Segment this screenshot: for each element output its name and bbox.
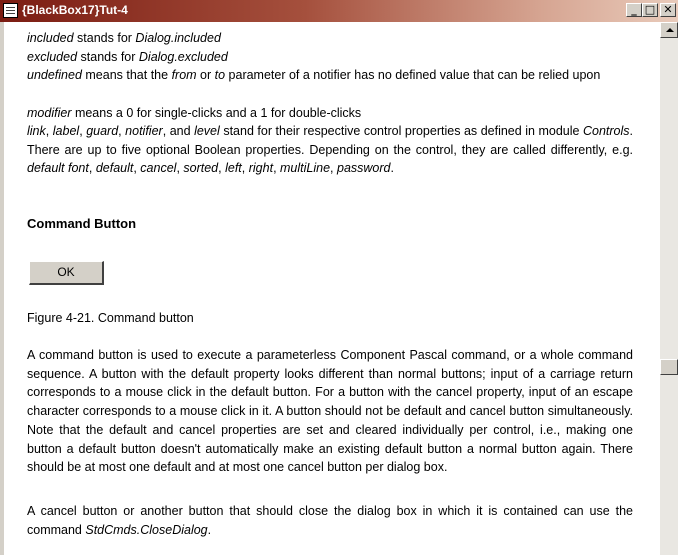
arrow-up-icon	[666, 28, 674, 32]
section-heading: Command Button	[27, 216, 137, 231]
maximize-button[interactable]: □	[642, 3, 658, 17]
body-paragraph: A command button is used to execute a parameterless Component Pascal command, or a whole command sequence. A button with the default property looks different than normal buttons; input of a carriage return corresponds to a mouse click in the default button. For a button with the cancel property, input of an escape character corresponds to a mouse click in it. A button should not be default and cancel button simultaneously. Note that the default and cancel properties are set and cleared individually per control, i.e., making one button a default button doesn't automatically make an existing default button a normal button again. There should be at most one default and at most one cancel button per dialog box.	[27, 348, 633, 475]
doc-line-modifier: modifier means a 0 for single-clicks and a 1 for double-clicks	[27, 106, 362, 120]
document-view[interactable]	[4, 22, 660, 555]
doc-line-properties: link, label, guard, notifier, and level stand for their respective control properties as defined in module Controls. There are up to five optional Boolean properties. Depending on the control, they are called differently, e.g. default font, default, cancel, sorted, left, right, multiLine, password.	[27, 124, 634, 176]
doc-line-excluded: excluded stands for Dialog.excluded	[27, 50, 228, 64]
doc-line-included: included stands for Dialog.included	[27, 31, 221, 45]
close-button[interactable]: ✕	[660, 3, 676, 17]
body-paragraph-cancel: A cancel button or another button that should close the dialog box in which it is contained can use the command StdCmds.CloseDialog.	[27, 504, 633, 537]
doc-line-undefined: undefined means that the from or to parameter of a notifier has no defined value that can be relied upon	[27, 68, 601, 82]
scroll-thumb[interactable]	[660, 359, 678, 375]
title-bar[interactable]	[0, 0, 678, 22]
document-icon[interactable]	[3, 3, 18, 18]
vertical-scrollbar[interactable]	[660, 22, 678, 555]
scroll-up-button[interactable]	[660, 22, 678, 38]
ok-button[interactable]: OK	[29, 261, 104, 285]
window-title: {BlackBox17}Tut-4	[22, 3, 128, 17]
minimize-button[interactable]: _	[626, 3, 642, 17]
figure-caption: Figure 4-21. Command button	[27, 311, 194, 325]
